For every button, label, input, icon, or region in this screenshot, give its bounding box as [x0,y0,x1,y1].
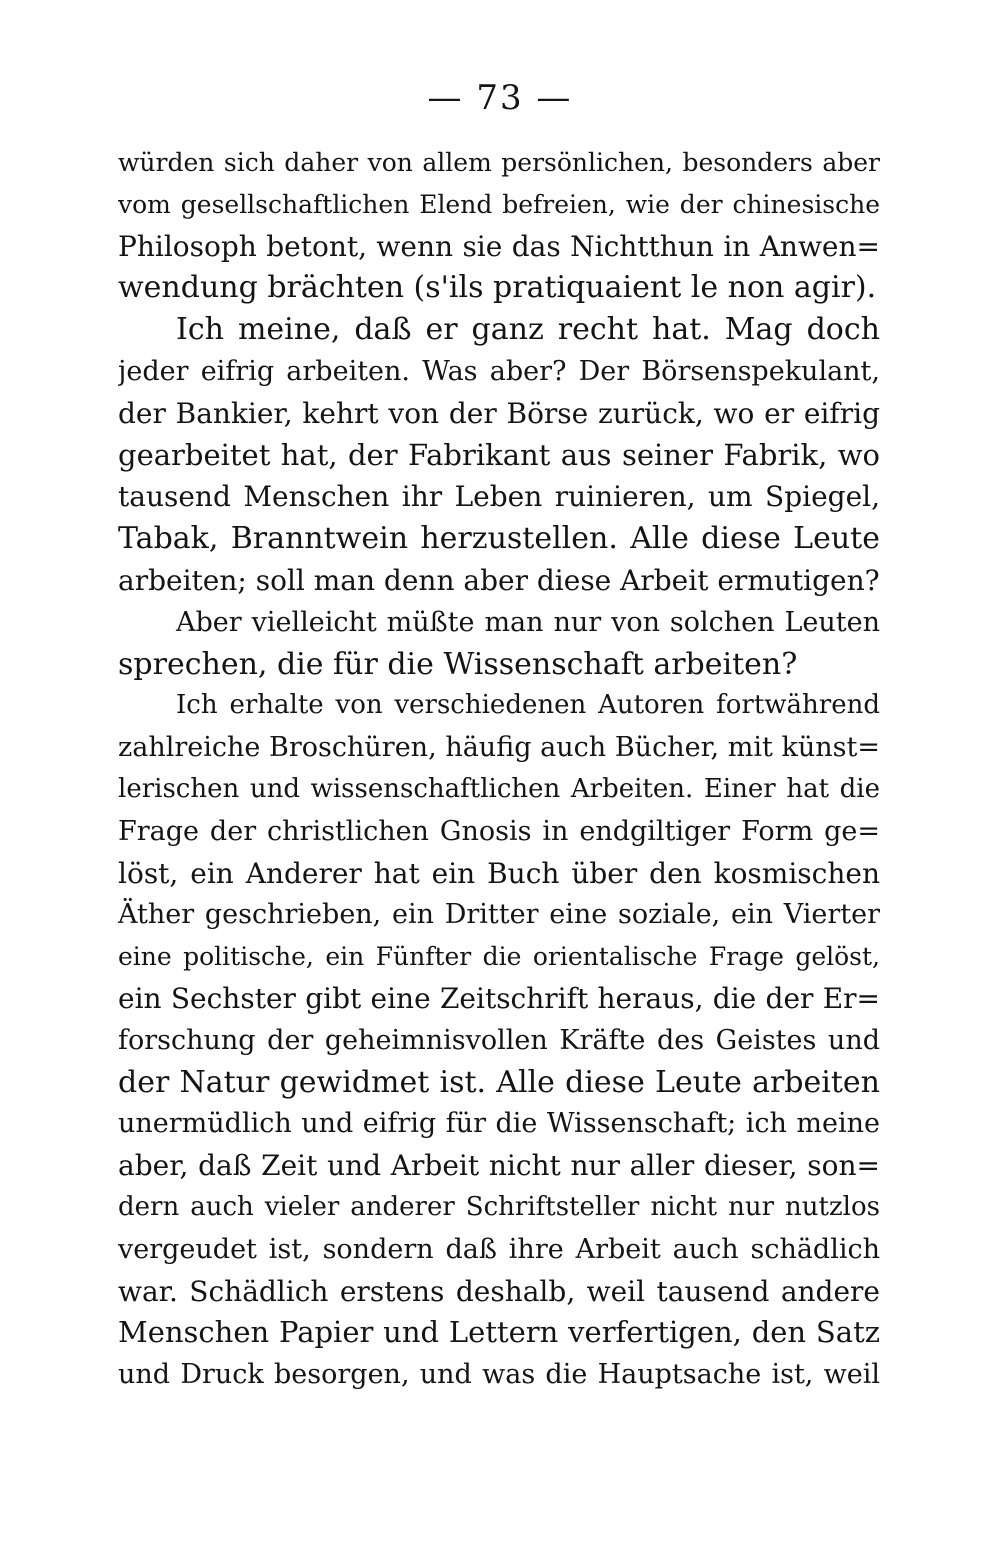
page-number: — 73 — [427,78,573,118]
text-line: Frage der christlichen Gnosis in endgiltiger Form ge= [118,815,880,847]
text-line: lerischen und wissenschaftlichen Arbeiten. Einer hat die [118,773,880,804]
text-line: tausend Menschen ihr Leben ruinieren, um Spiegel, [118,480,880,514]
text-line: unermüdlich und eifrig für die Wissenschaft; ich meine [118,1108,880,1140]
text-line: vom gesellschaftlichen Elend befreien, wie der chinesische [118,189,880,219]
text-line: Menschen Papier und Lettern verfertigen, den Satz [118,1315,880,1350]
text-line: arbeiten; soll man denn aber diese Arbeit ermutigen? [118,563,880,597]
text-line: sprechen, die für die Wissenschaft arbeiten? [118,646,798,682]
text-line: Äther geschrieben, ein Dritter eine soziale, ein Vierter [118,899,880,931]
text-line: der Bankier, kehrt von der Börse zurück, wo er eifrig [118,396,880,430]
text-line: vergeudet ist, sondern daß ihre Arbeit auch schädlich [118,1233,880,1265]
text-line: war. Schädlich erstens deshalb, weil tausend andere [118,1274,880,1308]
text-line: würden sich daher von allem persönlichen, besonders aber [118,148,880,177]
text-line: Ich erhalte von verschiedenen Autoren fortwährend [176,690,880,721]
text-line: Ich meine, daß er ganz recht hat. Mag doch [176,312,880,348]
text-line: eine politische, ein Fünfter die orientalische Frage gelöst, [118,942,880,972]
text-line: Tabak, Branntwein herzustellen. Alle diese Leute [118,521,880,557]
text-line: der Natur gewidmet ist. Alle diese Leute arbeiten [118,1064,880,1100]
text-line: jeder eifrig arbeiten. Was aber? Der Börsenspekulant, [118,355,880,387]
text-line: forschung der geheimnisvollen Kräfte des Geistes und [118,1024,880,1056]
body-text [118,142,880,1396]
text-line: gearbeitet hat, der Fabrikant aus seiner Fabrik, wo [118,437,880,472]
text-line: Philosoph betont, wenn sie das Nichtthun in Anwen= [118,229,880,263]
text-line: dern auch vieler anderer Schriftsteller nicht nur nutzlos [118,1191,880,1222]
text-line: und Druck besorgen, und was die Hauptsache ist, weil [118,1359,880,1391]
text-line: zahlreiche Broschüren, häufig auch Bücher, mit künst= [118,732,880,764]
text-line: Aber vielleicht müßte man nur von solchen Leuten [176,606,880,638]
text-line: aber, daß Zeit und Arbeit nicht nur aller dieser, son= [118,1149,880,1183]
text-line: wendung brächten (s'ils pratiquaient le non agir). [118,270,877,306]
text-line: ein Sechster gibt eine Zeitschrift heraus, die der Er= [118,981,880,1015]
text-line: löst, ein Anderer hat ein Buch über den kosmischen [118,856,880,890]
